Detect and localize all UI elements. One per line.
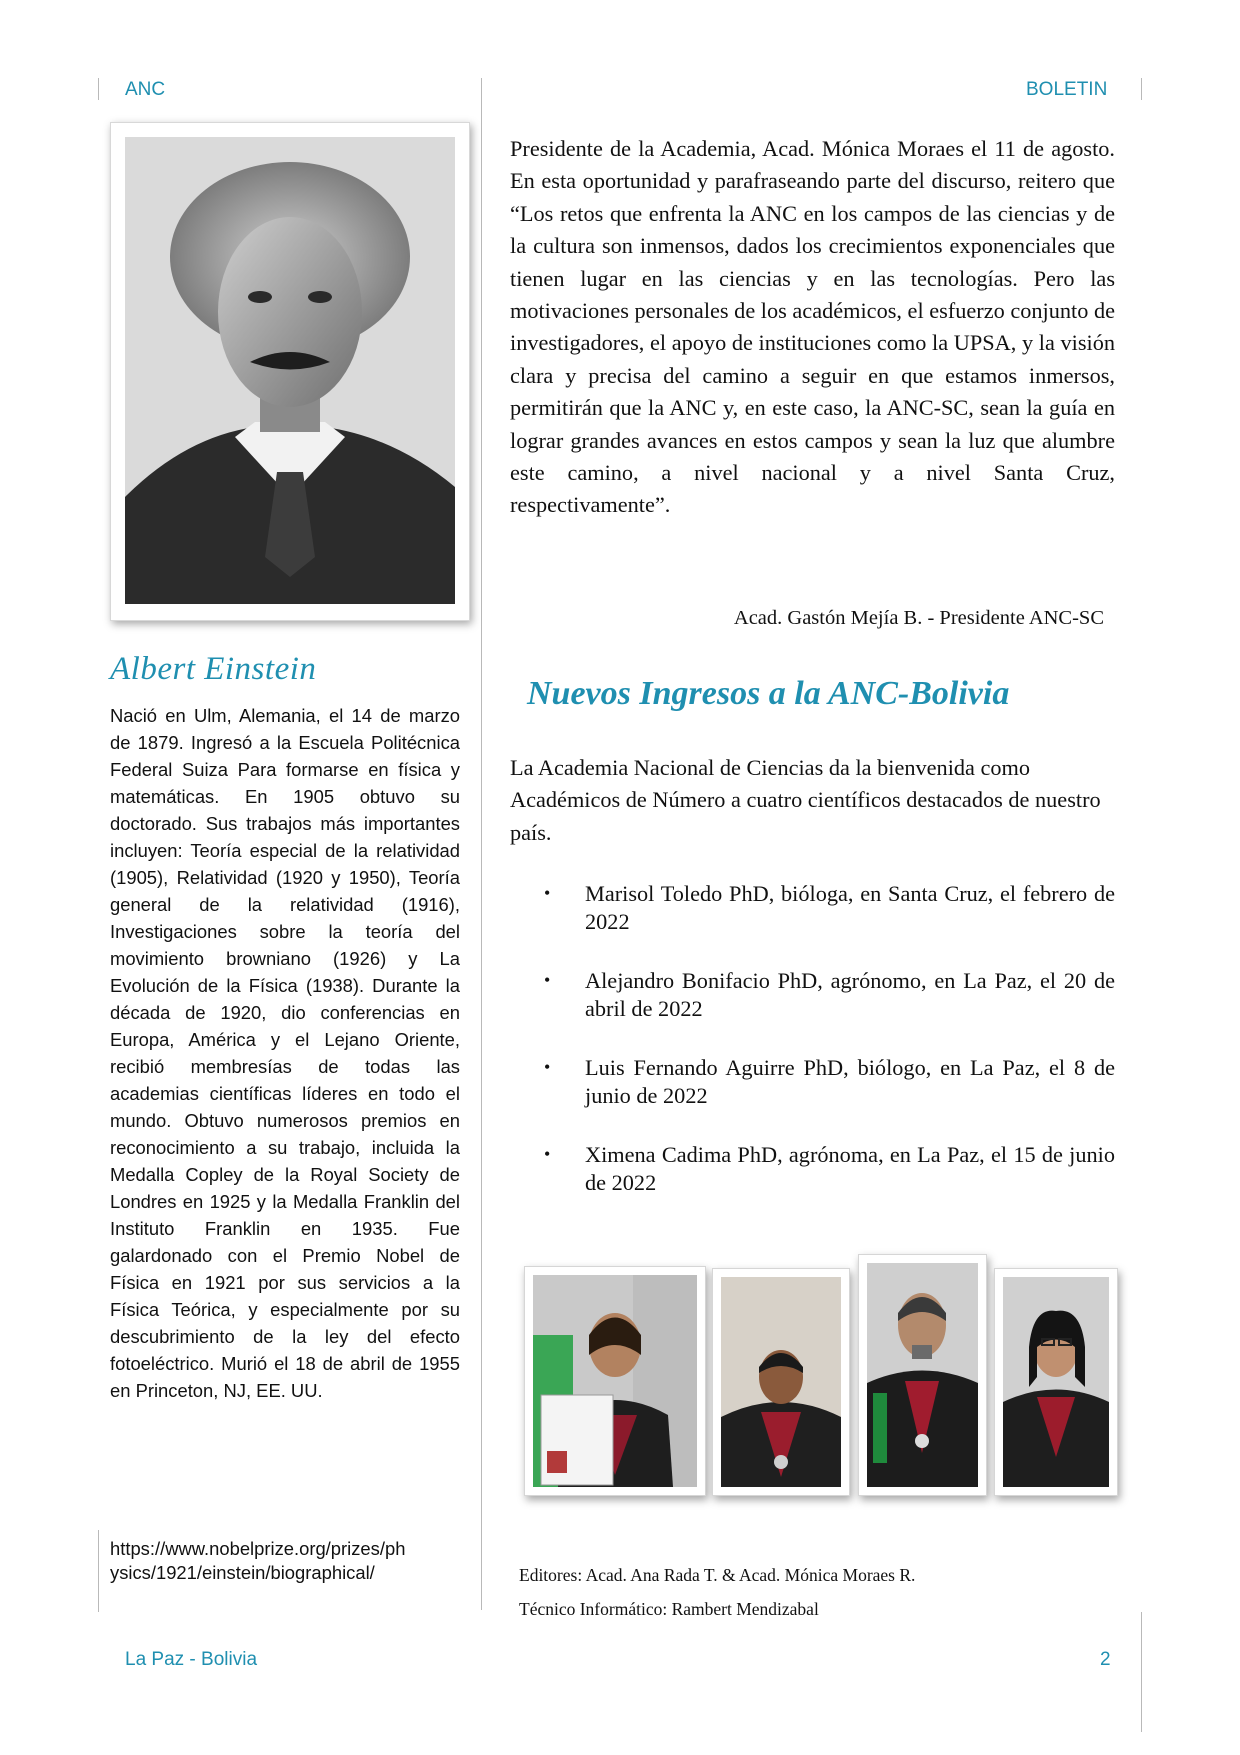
bio-source-link[interactable]: https://www.nobelprize.org/prizes/physics/1921/einstein/biographical/ — [110, 1538, 406, 1583]
list-item — [510, 880, 1115, 935]
list-item — [510, 1054, 1115, 1109]
list-item — [510, 967, 1115, 1022]
editors-block — [519, 1558, 915, 1626]
bullet-icon: • — [544, 1144, 551, 1164]
portrait-illustration — [125, 137, 455, 604]
member-photo-2-image — [721, 1277, 841, 1487]
divider-left-top — [98, 78, 99, 100]
quote-signature: Acad. Gastón Mejía B. - Presidente ANC-SC — [733, 607, 1104, 629]
header-left: ANC — [125, 79, 166, 100]
section-title: Nuevos Ingresos a la ANC-Bolivia — [527, 675, 1010, 712]
footer-location: La Paz - Bolivia — [125, 1649, 258, 1670]
member-photo-3-image — [867, 1263, 978, 1487]
member-photo-1 — [524, 1266, 706, 1496]
members-list — [510, 880, 1115, 1228]
quote-text: Presidente de la Academia, Acad. Mónica Moraes el 11 de agosto. En esta oportunidad y parafraseando parte del discurso, reitero que “Los retos que enfrenta la ANC en los campos de las ciencias y de la cultura son inmensos, dados los crecimientos exponenciales que tienen lugar en las ciencias y en las tecnologías. Pero las motivaciones personales de los académicos, el esfuerzo conjunto de investigadores, el apoyo de instituciones como la UPSA, y la visión clara y precisa del camino a seguir en que estamos inmersos, permitirán que la ANC y, en este caso, la ANC-SC, sean la guía en lograr grandes avances en estos campos y sean la luz que alumbre este camino, a nivel nacional y a nivel Santa Cruz, respectivamente”. — [510, 136, 1115, 518]
bullet-icon: • — [544, 970, 551, 990]
page-number: 2 — [1100, 1649, 1111, 1670]
member-text: Ximena Cadima PhD, agrónoma, en La Paz, el 15 de junio de 2022 — [585, 1142, 1115, 1195]
divider-left-bottom — [98, 1530, 99, 1612]
technician-line: Técnico Informático: Rambert Mendizabal — [519, 1599, 819, 1619]
member-photo-4-image — [1003, 1277, 1109, 1487]
bullet-icon: • — [544, 1057, 551, 1077]
portrait-image — [125, 137, 455, 604]
member-text: Marisol Toledo PhD, bióloga, en Santa Cruz, el febrero de 2022 — [585, 881, 1115, 934]
divider-right-bottom — [1141, 1612, 1142, 1732]
bio-name: Albert Einstein — [110, 651, 317, 687]
bullet-icon: • — [544, 883, 551, 903]
list-item — [510, 1141, 1115, 1196]
editors-line: Editores: Acad. Ana Rada T. & Acad. Mónica Moraes R. — [519, 1565, 916, 1585]
divider-center — [481, 78, 482, 1610]
member-photo-4 — [994, 1268, 1118, 1496]
portrait-frame — [110, 122, 470, 621]
section-intro: La Academia Nacional de Ciencias da la bienvenida como Académicos de Número a cuatro científicos destacados de nuestro país. — [510, 755, 1101, 845]
member-text: Alejandro Bonifacio PhD, agrónomo, en La Paz, el 20 de abril de 2022 — [585, 968, 1115, 1021]
member-photo-3 — [858, 1254, 987, 1496]
divider-right-top — [1141, 78, 1142, 100]
bio-text: Nació en Ulm, Alemania, el 14 de marzo de 1879. Ingresó a la Escuela Politécnica Federal Suiza Para formarse en física y matemáticas. En 1905 obtuvo su doctorado. Sus trabajos más importantes incluyen: Teoría especial de la relatividad (1905), Relatividad (1920 y 1950), Teoría general de la relatividad (1916), Investigaciones sobre la teoría del movimiento browniano (1926) y La Evolución de la Física (1938). Durante la década de 1920, dio conferencias en Europa, América y el Lejano Oriente, recibió membresías de todas las academias científicas líderes en todo el mundo. Obtuvo numerosos premios en reconocimiento a su trabajo, incluida la Medalla Copley de la Royal Society de Londres en 1925 y la Medalla Franklin del Instituto Franklin en 1935. Fue galardonado con el Premio Nobel de Física en 1921 por sus servicios a la Física Teórica, y especialmente por su descubrimiento de la ley del efecto fotoeléctrico. Murió el 18 de abril de 1955 en Princeton, NJ, EE. UU. — [110, 705, 460, 1401]
member-photo-1-image — [533, 1275, 697, 1487]
member-photo-2 — [712, 1268, 850, 1496]
member-text: Luis Fernando Aguirre PhD, biólogo, en La Paz, el 8 de junio de 2022 — [585, 1055, 1115, 1108]
header-right: BOLETIN — [1026, 79, 1108, 100]
